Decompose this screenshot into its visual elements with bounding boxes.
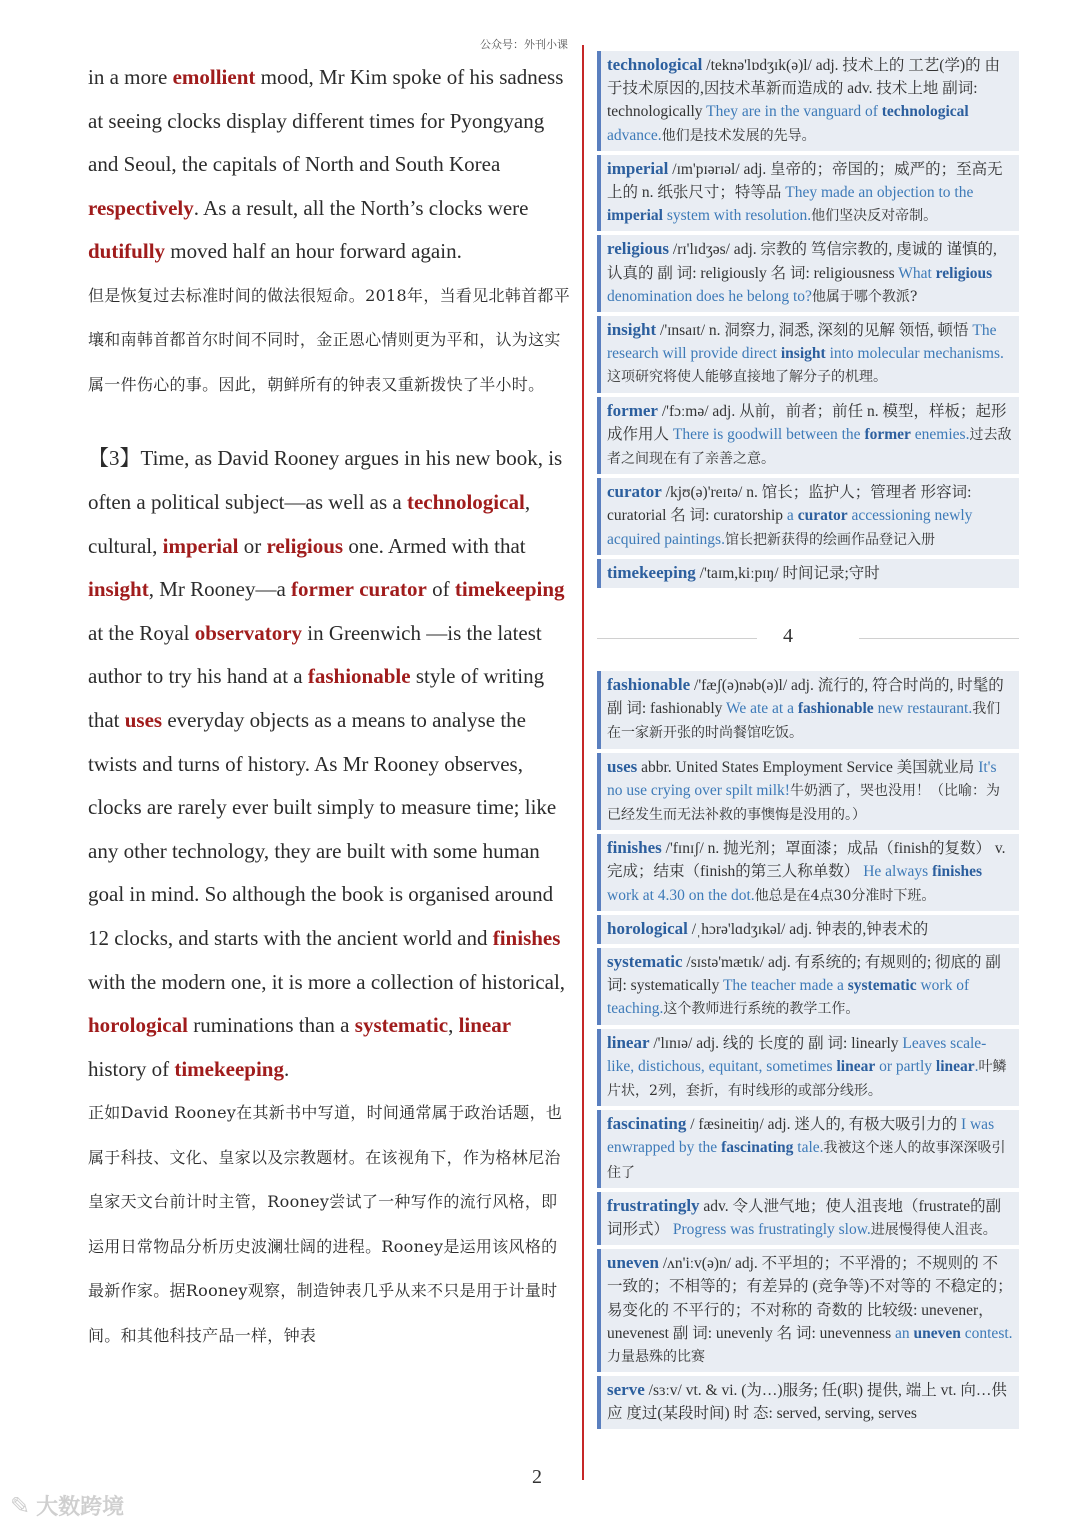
glossary-definition: / fæsineitiŋ/ adj. 迷人的, 有极大吸引力的: [686, 1116, 961, 1134]
glossary-word: frustratingly: [607, 1195, 700, 1215]
text-segment: moved half an hour forward again.: [165, 239, 462, 264]
text-segment: 【3】Time, as David Rooney argues in his new book, is often a political subject—as well as a: [88, 446, 563, 515]
column-divider: [582, 45, 584, 1480]
glossary-example: We ate at a fashionable new restaurant.: [725, 700, 973, 718]
watermark-logo-icon: ✎: [10, 1492, 31, 1520]
glossary-translation: 进展慢得使人沮丧。: [870, 1222, 997, 1239]
paragraph-3-english: [88, 437, 572, 1091]
glossary-example: It's no use crying over spilt milk!: [607, 758, 997, 799]
text-segment: ,: [448, 1013, 459, 1038]
glossary-definition: /kjʊ(ə)'reɪtə/ n. 馆长；监护人；管理者 形容词: curatorial 名 词: curatorship: [607, 484, 972, 525]
highlighted-term: dutifully: [88, 239, 166, 264]
glossary-example: The teacher made a systematic work of teaching.: [607, 977, 970, 1018]
watermark-text: 大数跨境: [36, 1495, 125, 1520]
glossary-entry: [597, 1192, 1019, 1245]
glossary-entry: [597, 834, 1019, 911]
glossary-example: an uneven contest.: [894, 1324, 1013, 1342]
glossary-definition: /teknə'lɒdʒɪk(ə)l/ adj. 技术上的 工艺(学)的 由于技术原因的,因技术革新而造成的 adv. 技术上地 副词: technologically: [607, 57, 1000, 121]
glossary-translation: 牛奶洒了，哭也没用！（比喻：为已经发生而无法补救的事懊悔是没用的。）: [607, 782, 1000, 824]
glossary-example: What religious denomination does he belong to?: [607, 264, 993, 305]
glossary-definition: /'lɪnɪə/ adj. 线的 长度的 副 词: linearly: [649, 1034, 903, 1052]
glossary-entry: [597, 478, 1019, 555]
glossary-definition: /'taɪm,kiːpɪŋ/ 时间记录;守时: [695, 564, 880, 582]
glossary-word: fascinating: [607, 1114, 687, 1134]
article-column: [88, 56, 572, 1358]
glossary-entry: [597, 671, 1019, 749]
glossary-example: They are in the vanguard of technological advance.: [607, 103, 969, 144]
glossary-word: curator: [607, 482, 662, 502]
paragraph-3-chinese: 正如David Rooney在其新书中写道，时间通常属于政治话题，也属于科技、文化、皇家以及宗教题材。在该视角下，作为格林尼治皇家天文台前计时主管，Rooney尝试了一种写作的流行风格，即运用日常物品分析历史波澜壮阔的进程。Rooney是运用该风格的最新作家。据Rooney观察，制造钟表几乎从来不只是用于计量时间。和其他科技产品一样，钟表: [88, 1103, 563, 1345]
glossary-example: They made an objection to the imperial system with resolution.: [607, 184, 974, 225]
highlighted-term: respectively: [88, 195, 194, 220]
glossary-translation: 我们在一家新开张的时尚餐馆吃饭。: [607, 701, 1001, 742]
glossary-translation: 我被这个迷人的故事深深吸引住了: [607, 1140, 1006, 1181]
glossary-example: a curator accessioning newly acquired paintings.: [607, 507, 973, 548]
glossary-word: systematic: [607, 952, 683, 972]
text-segment: , cultural,: [88, 490, 531, 558]
glossary-example: He always finishes work at 4.30 on the dot.: [607, 863, 983, 904]
glossary-example: The research will provide direct insight into molecular mechanisms.: [607, 322, 1004, 363]
glossary-definition: /'fɔːmə/ adj. 从前，前者；前任 n. 模型，样板；起形成作用人: [607, 402, 1007, 443]
glossary-translation: 力量悬殊的比赛: [607, 1349, 705, 1366]
text-segment: in Greenwich —is the latest author to try his hand at a: [88, 620, 542, 689]
glossary-word: horological: [607, 918, 688, 938]
text-segment: history of: [88, 1056, 175, 1081]
highlighted-term: linear: [458, 1013, 512, 1038]
glossary-definition: /'fɪnɪʃ/ n. 抛光剂；罩面漆；成品（finish的复数） v. 完成；结束（finish的第三人称单数）: [607, 840, 1006, 881]
highlighted-term: technological: [406, 490, 525, 515]
glossary-translation: 他属于哪个教派?: [811, 288, 918, 305]
glossary-translation: 他总是在4点30分准时下班。: [754, 887, 936, 904]
glossary-word: uneven: [607, 1253, 659, 1273]
highlighted-term: former: [291, 577, 354, 602]
glossary-definition: /rɪ'lɪdʒəs/ adj. 宗教的 笃信宗教的, 虔诚的 谨慎的, 认真的 副 词: religiously 名 词: religiousness: [607, 241, 997, 282]
text-segment: .: [283, 1056, 290, 1081]
glossary-definition: /ˌhɔrə'lɑdʒɪkəl/ adj. 钟表的,钟表术的: [687, 920, 929, 938]
text-segment: or: [238, 533, 267, 558]
highlighted-term: curator: [359, 577, 427, 602]
paragraph-1-english: [88, 56, 572, 274]
glossary-definition: /ɪm'pɪərɪəl/ adj. 皇帝的；帝国的；威严的；至高无上的 n. 纸张尺寸；特等品: [607, 160, 1003, 202]
glossary-entry: [597, 1249, 1019, 1372]
glossary-word: religious: [607, 239, 670, 259]
glossary-entry: [597, 155, 1019, 232]
glossary-translation: 他们坚决反对帝制。: [811, 208, 938, 225]
text-segment: at the Royal: [88, 620, 195, 645]
glossary-definition: abbr. United States Employment Service 美国就业局: [637, 758, 979, 776]
glossary-translation: 他们是技术发展的先导。: [661, 127, 816, 144]
glossary-translation: 这项研究将使人能够直接地了解分子的机理。: [607, 369, 887, 386]
glossary-entry: [597, 1110, 1019, 1188]
glossary-definition: /sɜːv/ vt. & vi. (为…)服务; 任(职) 提供, 端上 vt. 向…供应 度过(某段时间) 时 态: served, serving, serves: [607, 1382, 1007, 1423]
page-header: 公众号：外刊小课: [480, 38, 568, 51]
glossary-example: There is goodwill between the former enemies.: [672, 425, 970, 443]
glossary-word: insight: [607, 320, 657, 340]
highlighted-term: systematic: [354, 1013, 449, 1038]
highlighted-term: observatory: [194, 620, 303, 645]
glossary-entry: [597, 235, 1019, 312]
section-number: 4: [783, 625, 793, 647]
glossary-definition: /'fæʃ(ə)nəb(ə)l/ adj. 流行的, 符合时尚的, 时髦的 副 词: fashionably: [607, 677, 1004, 718]
glossary-definition: /ʌn'iːv(ə)n/ adj. 不平坦的；不平滑的；不规则的 不一致的；不相等的；有差异的 (竞争等)不对等的 不稳定的；易变化的 不平行的；不对称的 奇数的 比较级: unevener，unevenest 副 词: unevenly 名 词: unevenness: [607, 1255, 1013, 1342]
text-segment: style of writing that: [88, 664, 545, 733]
glossary-example: Leaves scale-like, distichous, equitant, sometimes linear or partly linear.: [607, 1034, 987, 1075]
highlighted-term: fashionable: [307, 664, 411, 689]
text-segment: in a more: [88, 65, 173, 89]
glossary-word: technological: [607, 55, 703, 74]
highlighted-term: insight: [88, 577, 149, 602]
glossary-bottom: [597, 671, 1019, 1433]
text-segment: one. Armed with that: [343, 533, 526, 558]
glossary-entry: [597, 559, 1019, 588]
glossary-word: imperial: [607, 158, 669, 178]
text-segment: everyday objects as a means to analyse the twists and turns of history. As Mr Rooney observes, clocks are rarely ever built simply to measure time; like any other technology, they are built with some human goal in mind. So although the book is organised around 12 clocks, and starts with the ancient world and: [88, 708, 557, 950]
highlighted-term: timekeeping: [454, 577, 565, 602]
glossary-word: finishes: [607, 838, 662, 858]
glossary-translation: 馆长把新获得的绘画作品登记入册: [724, 531, 935, 548]
glossary-word: former: [607, 400, 658, 420]
highlighted-term: horological: [88, 1013, 188, 1038]
text-segment: , Mr Rooney—a: [148, 577, 292, 602]
text-segment: with the modern one, it is more a collection of historical,: [88, 969, 566, 994]
glossary-translation: 过去敌者之间现在有了亲善之意。: [607, 426, 1012, 468]
glossary-entry: [597, 51, 1019, 151]
glossary-example: Progress was frustratingly slow.: [672, 1221, 871, 1239]
text-segment: of: [426, 577, 455, 602]
highlighted-term: imperial: [162, 533, 239, 558]
highlighted-term: uses: [124, 708, 163, 733]
glossary-word: timekeeping: [607, 562, 696, 582]
glossary-entry: [597, 948, 1019, 1025]
highlighted-term: emollient: [172, 65, 256, 89]
glossary-entry: [597, 1376, 1019, 1428]
glossary-definition: /'ɪnsaɪt/ n. 洞察力, 洞悉, 深刻的见解 领悟, 顿悟: [656, 322, 973, 340]
watermark: [10, 1490, 124, 1521]
glossary-entry: [597, 753, 1019, 831]
glossary-entry: [597, 915, 1019, 944]
glossary-entry: [597, 397, 1019, 475]
paragraph-1-chinese: 但是恢复过去标准时间的做法很短命。2018年，当看见北韩首都平壤和南韩首都首尔时间不同时，金正恩心情则更为平和，认为这实属一件伤心的事。因此，朝鲜所有的钟表又重新拨快了半小时。: [88, 285, 571, 394]
highlighted-term: finishes: [492, 926, 561, 950]
glossary-entry: [597, 316, 1019, 393]
glossary-word: serve: [607, 1380, 645, 1400]
section-separator: [597, 623, 1019, 653]
glossary-word: fashionable: [607, 675, 691, 694]
glossary-top: [597, 51, 1019, 592]
glossary-word: linear: [607, 1032, 650, 1052]
text-segment: ruminations than a: [187, 1013, 355, 1038]
glossary-definition: /sɪstə'mætɪk/ adj. 有系统的; 有规则的; 彻底的 副 词: systematically: [607, 954, 1001, 995]
glossary-translation: 叶鳞片状，2列，套折，有时线形的或部分线形。: [607, 1058, 1007, 1100]
glossary-entry: [597, 1029, 1019, 1107]
glossary-word: uses: [607, 756, 638, 776]
glossary-definition: adv. 令人泄气地；使人沮丧地（frustrate的副词形式）: [607, 1197, 1002, 1239]
glossary-example: I was enwrapped by the fascinating tale.: [607, 1116, 995, 1157]
highlighted-term: timekeeping: [174, 1056, 284, 1081]
page-number: 2: [532, 1466, 542, 1488]
text-segment: mood, Mr Kim spoke of his sadness at seeing clocks display different times for Pyongyang and Seoul, the capitals of North and South Korea: [88, 65, 564, 177]
text-segment: . As a result, all the North’s clocks were: [193, 195, 529, 220]
highlighted-term: religious: [266, 533, 344, 558]
glossary-translation: 这个教师进行系统的教学工作。: [663, 1001, 860, 1018]
